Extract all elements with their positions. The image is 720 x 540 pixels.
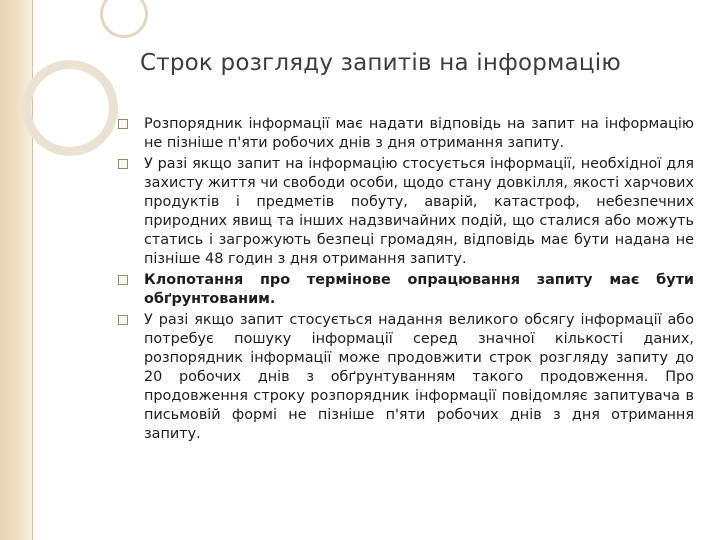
- slide-title: Строк розгляду запитів на інформацію: [140, 50, 621, 76]
- square-bullet-icon: [118, 119, 128, 129]
- square-bullet-icon: [118, 159, 128, 169]
- square-bullet-icon: [118, 275, 128, 285]
- bullet-text: У разі якщо запит стосується надання великого обсягу інформації або потребує пошуку інформації серед значної кількості даних, розпорядник інформації може продовжити строк розгляду запиту до 20 робочих днів з обґрунтуванням такого продовження. Про продовження строку розпорядник інформації повідомляє запитувача в письмовій формі не пізніше п'яти робочих днів з дня отримання запиту.: [144, 312, 694, 442]
- bullet-text: Розпорядник інформації має надати відповідь на запит на інформацію не пізніше п'яти робочих днів з дня отримання запиту.: [144, 116, 694, 151]
- bullet-text: У разі якщо запит на інформацію стосується інформації, необхідної для захисту життя чи свободи особи, щодо стану довкілля, якості харчових продуктів і предметів побуту, аварій, катастроф, небезпечних природних явищ та інших надзвичайних подій, що сталися або можуть статись і загрожують безпеці громадян, відповідь має бути надана не пізніше 48 годин з дня отримання запиту.: [144, 156, 694, 267]
- left-accent-bar: [0, 0, 32, 540]
- bullet-text-bold: Клопотання про термінове опрацювання запиту має бути обґрунтованим.: [144, 272, 694, 307]
- square-bullet-icon: [118, 315, 128, 325]
- bullet-item-3: [118, 271, 694, 309]
- bullet-list: [118, 115, 694, 444]
- bullet-item-1: [118, 115, 694, 153]
- bullet-item-4: [118, 311, 694, 444]
- decorative-ring-large: [22, 60, 118, 156]
- decorative-ring-small: [100, 0, 148, 38]
- bullet-item-2: [118, 155, 694, 269]
